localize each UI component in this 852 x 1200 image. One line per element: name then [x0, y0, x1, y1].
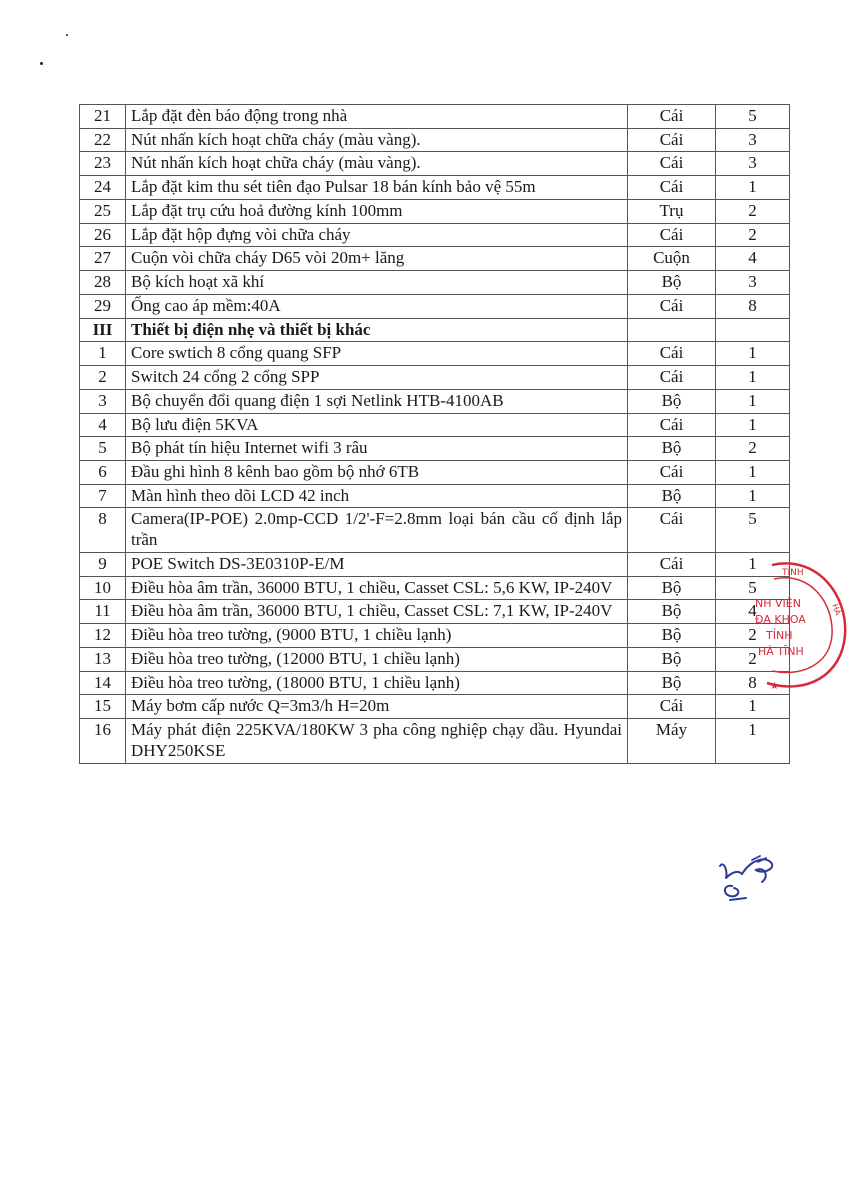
item-quantity: 1: [716, 413, 790, 437]
item-description: Máy phát điện 225KVA/180KW 3 pha công nghiệp chạy dầu. Hyundai DHY250KSE: [126, 719, 628, 763]
item-unit: Bộ: [628, 271, 716, 295]
row-number: 11: [80, 600, 126, 624]
item-description: Nút nhấn kích hoạt chữa cháy (màu vàng).: [126, 128, 628, 152]
table-row: [80, 105, 790, 129]
table-row: [80, 413, 790, 437]
table-row: [80, 484, 790, 508]
item-unit: [628, 318, 716, 342]
row-number: 14: [80, 671, 126, 695]
item-quantity: 5: [716, 105, 790, 129]
item-unit: Bộ: [628, 437, 716, 461]
item-quantity: 3: [716, 128, 790, 152]
table-row: [80, 152, 790, 176]
row-number: 9: [80, 552, 126, 576]
stamp-text-4: TỈNH: [766, 629, 793, 642]
item-unit: Cái: [628, 294, 716, 318]
stamp-star-icon: ★: [770, 681, 779, 692]
section-row: [80, 318, 790, 342]
table-row: [80, 294, 790, 318]
scan-speck: [66, 34, 68, 36]
item-unit: Cái: [628, 461, 716, 485]
table-row: [80, 508, 790, 552]
item-unit: Cái: [628, 152, 716, 176]
table-row: [80, 437, 790, 461]
table-row: [80, 247, 790, 271]
item-description: Lắp đặt đèn báo động trong nhà: [126, 105, 628, 129]
item-unit: Bộ: [628, 484, 716, 508]
item-unit: Máy: [628, 719, 716, 763]
item-quantity: 1: [716, 484, 790, 508]
row-number: 25: [80, 199, 126, 223]
item-description: POE Switch DS-3E0310P-E/M: [126, 552, 628, 576]
item-quantity: 1: [716, 366, 790, 390]
item-description: Điều hòa treo tường, (12000 BTU, 1 chiều lạnh): [126, 647, 628, 671]
item-quantity: 2: [716, 223, 790, 247]
item-unit: Bộ: [628, 389, 716, 413]
item-quantity: 1: [716, 695, 790, 719]
stamp-text-5: HÀ TĨNH: [758, 645, 804, 658]
item-description: Camera(IP-POE) 2.0mp-CCD 1/2'-F=2.8mm loại bán cầu cố định lắp trần: [126, 508, 628, 552]
scan-speck: [40, 62, 43, 65]
item-unit: Bộ: [628, 624, 716, 648]
item-description: Bộ chuyển đổi quang điện 1 sợi Netlink HTB-4100AB: [126, 389, 628, 413]
row-number: 26: [80, 223, 126, 247]
item-description: Nút nhấn kích hoạt chữa cháy (màu vàng).: [126, 152, 628, 176]
item-unit: Cái: [628, 223, 716, 247]
row-number: 24: [80, 176, 126, 200]
item-quantity: 1: [716, 342, 790, 366]
item-unit: Cái: [628, 128, 716, 152]
row-number: 8: [80, 508, 126, 552]
row-number: 7: [80, 484, 126, 508]
row-number: 23: [80, 152, 126, 176]
row-number: III: [80, 318, 126, 342]
item-unit: Cái: [628, 695, 716, 719]
item-description: Ống cao áp mềm:40A: [126, 294, 628, 318]
item-description: Lắp đặt kim thu sét tiên đạo Pulsar 18 bán kính bảo vệ 55m: [126, 176, 628, 200]
row-number: 15: [80, 695, 126, 719]
row-number: 21: [80, 105, 126, 129]
item-quantity: 4: [716, 247, 790, 271]
row-number: 3: [80, 389, 126, 413]
item-unit: Cái: [628, 508, 716, 552]
item-description: Điều hòa treo tường, (18000 BTU, 1 chiều lạnh): [126, 671, 628, 695]
table-row: [80, 552, 790, 576]
table-row: [80, 719, 790, 763]
item-description: Đầu ghi hình 8 kênh bao gồm bộ nhớ 6TB: [126, 461, 628, 485]
item-quantity: 5: [716, 576, 790, 600]
item-quantity: 1: [716, 176, 790, 200]
item-quantity: 1: [716, 389, 790, 413]
table-row: [80, 366, 790, 390]
row-number: 29: [80, 294, 126, 318]
row-number: 1: [80, 342, 126, 366]
item-quantity: 1: [716, 461, 790, 485]
stamp-text-2: NH VIỆN: [755, 597, 801, 610]
item-description: Điều hòa âm trần, 36000 BTU, 1 chiều, Casset CSL: 5,6 KW, IP-240V: [126, 576, 628, 600]
row-number: 2: [80, 366, 126, 390]
table-row: [80, 176, 790, 200]
item-description: Bộ kích hoạt xã khí: [126, 271, 628, 295]
red-seal-stamp: [752, 555, 848, 695]
row-number: 12: [80, 624, 126, 648]
item-quantity: 1: [716, 552, 790, 576]
item-unit: Bộ: [628, 576, 716, 600]
item-quantity: 2: [716, 647, 790, 671]
item-unit: Bộ: [628, 600, 716, 624]
row-number: 28: [80, 271, 126, 295]
table-row: [80, 199, 790, 223]
item-description: Điều hòa treo tường, (9000 BTU, 1 chiều lạnh): [126, 624, 628, 648]
item-quantity: 8: [716, 671, 790, 695]
table-row: [80, 695, 790, 719]
table-row: [80, 223, 790, 247]
item-description: Switch 24 cổng 2 cổng SPP: [126, 366, 628, 390]
stamp-text-top: TỈNH: [782, 568, 804, 578]
item-unit: Cái: [628, 552, 716, 576]
item-quantity: [716, 318, 790, 342]
item-unit: Cái: [628, 413, 716, 437]
table-row: [80, 576, 790, 600]
item-quantity: 3: [716, 152, 790, 176]
table-row: [80, 647, 790, 671]
item-quantity: 5: [716, 508, 790, 552]
item-unit: Cái: [628, 105, 716, 129]
item-unit: Trụ: [628, 199, 716, 223]
item-unit: Bộ: [628, 671, 716, 695]
signature-initials: [712, 852, 782, 904]
table-row: [80, 671, 790, 695]
item-description: Core swtich 8 cổng quang SFP: [126, 342, 628, 366]
row-number: 22: [80, 128, 126, 152]
row-number: 6: [80, 461, 126, 485]
stamp-text-side: HÀ: [830, 602, 843, 617]
row-number: 5: [80, 437, 126, 461]
item-unit: Cái: [628, 342, 716, 366]
row-number: 4: [80, 413, 126, 437]
table-row: [80, 624, 790, 648]
item-quantity: 2: [716, 437, 790, 461]
item-unit: Cái: [628, 176, 716, 200]
item-description: Bộ lưu điện 5KVA: [126, 413, 628, 437]
item-description: Lắp đặt hộp đựng vòi chữa cháy: [126, 223, 628, 247]
item-description: Bộ phát tín hiệu Internet wifi 3 râu: [126, 437, 628, 461]
table-row: [80, 128, 790, 152]
table-row: [80, 271, 790, 295]
item-description: Máy bơm cấp nước Q=3m3/h H=20m: [126, 695, 628, 719]
item-unit: Cuộn: [628, 247, 716, 271]
item-description: Lắp đặt trụ cứu hoả đường kính 100mm: [126, 199, 628, 223]
item-quantity: 2: [716, 199, 790, 223]
item-quantity: 3: [716, 271, 790, 295]
item-unit: Cái: [628, 366, 716, 390]
item-description: Cuộn vòi chữa cháy D65 vòi 20m+ lăng: [126, 247, 628, 271]
item-quantity: 4: [716, 600, 790, 624]
stamp-text-3: ĐA KHOA: [755, 613, 806, 626]
row-number: 16: [80, 719, 126, 763]
table-row: [80, 389, 790, 413]
table-row: [80, 461, 790, 485]
row-number: 27: [80, 247, 126, 271]
item-quantity: 8: [716, 294, 790, 318]
row-number: 10: [80, 576, 126, 600]
item-unit: Bộ: [628, 647, 716, 671]
table-row: [80, 342, 790, 366]
item-description: Thiết bị điện nhẹ và thiết bị khác: [126, 318, 628, 342]
item-quantity: 1: [716, 719, 790, 763]
item-quantity: 2: [716, 624, 790, 648]
item-description: Điều hòa âm trần, 36000 BTU, 1 chiều, Casset CSL: 7,1 KW, IP-240V: [126, 600, 628, 624]
item-description: Màn hình theo dõi LCD 42 inch: [126, 484, 628, 508]
row-number: 13: [80, 647, 126, 671]
table-row: [80, 600, 790, 624]
